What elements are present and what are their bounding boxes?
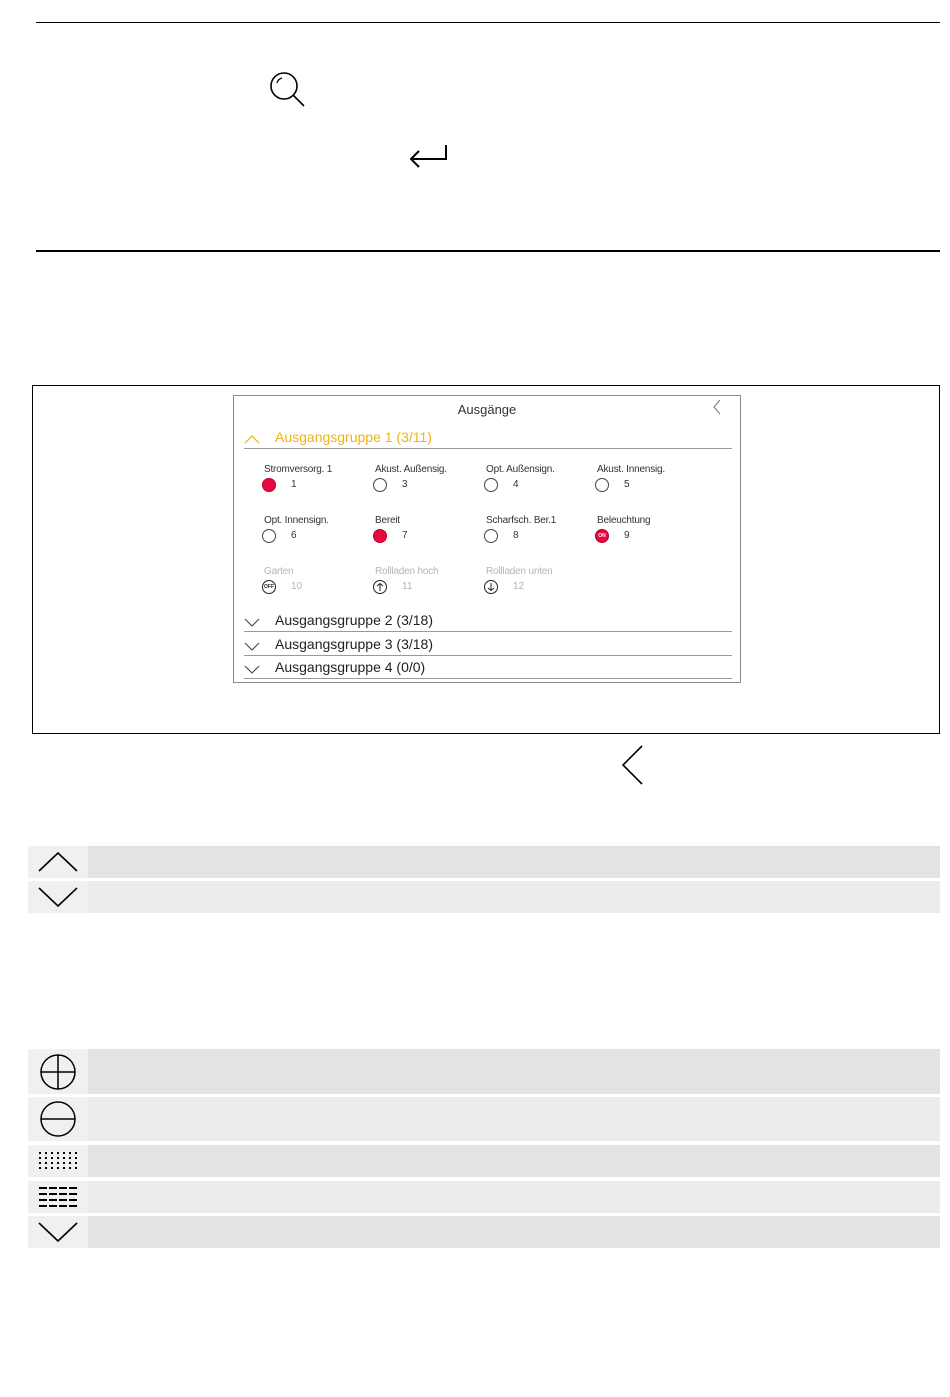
output-indicator [484,529,498,543]
output-number: 10 [291,581,303,592]
output-name: Opt. Innensign. [264,515,329,526]
output-number: 8 [513,530,519,541]
output-item[interactable] [264,464,369,504]
zoom-out-row[interactable] [28,1097,940,1141]
output-number: 7 [402,530,408,541]
output-number: 9 [624,530,630,541]
lined-grid-icon [28,1181,88,1213]
output-indicator [262,478,276,492]
dotted-grid-icon [28,1145,88,1177]
output-number: 12 [513,581,525,592]
chevron-up-icon [28,846,88,878]
output-name: Scharfsch. Ber.1 [486,515,557,526]
zoom-out-icon [28,1097,88,1141]
output-number: 4 [513,479,519,490]
panel-title: Ausgänge [457,402,517,417]
zoom-in-row[interactable] [28,1049,940,1094]
arrow-down-icon [484,580,498,594]
output-item[interactable] [597,464,702,504]
output-item[interactable] [264,515,369,555]
output-name: Beleuchtung [597,515,651,526]
section-divider [36,250,940,252]
output-item[interactable] [375,515,480,555]
output-number: 5 [624,479,630,490]
output-indicator [262,529,276,543]
chevron-left-icon[interactable] [712,399,722,420]
group-label: Ausgangsgruppe 4 (0/0) [275,659,426,675]
chevron-down-icon [244,638,260,656]
output-item[interactable] [597,515,702,555]
output-item[interactable] [375,464,480,504]
output-name: Akust. Innensig. [597,464,665,475]
output-item[interactable] [486,515,591,555]
group-divider [244,631,732,632]
output-name: Bereit [375,515,400,526]
output-name: Opt. Außensign. [486,464,555,475]
outputs-panel [233,395,741,683]
expand-up-row[interactable] [28,846,940,878]
output-number: 1 [291,479,297,490]
chevron-down-icon [28,1216,88,1248]
output-indicator [373,478,387,492]
collapse-down-row[interactable] [28,1216,940,1248]
chevron-up-icon [244,431,260,449]
group-label: Ausgangsgruppe 3 (3/18) [275,636,433,652]
group-header-3[interactable] [244,634,732,656]
zoom-in-icon [28,1049,88,1094]
chevron-left-icon[interactable] [620,744,646,791]
output-indicator [373,529,387,543]
output-name: Akust. Außensig. [375,464,447,475]
group-header-1[interactable] [244,427,732,449]
output-item[interactable] [375,566,480,606]
output-name: Stromversorg. 1 [264,464,333,475]
chevron-down-icon [244,614,260,632]
output-name: Rollladen hoch [375,566,439,577]
output-name: Garten [264,566,294,577]
expand-down-row[interactable] [28,881,940,913]
output-indicator [484,478,498,492]
output-name: Rollladen unten [486,566,553,577]
search-icon[interactable] [268,70,308,115]
on-badge-icon: ON [595,529,609,543]
chevron-down-icon [28,881,88,913]
group-divider [244,448,732,449]
group-header-2[interactable] [244,610,732,632]
output-indicator [595,478,609,492]
output-number: 11 [402,581,413,592]
group-divider [244,678,732,679]
output-item[interactable] [486,464,591,504]
group-header-4[interactable] [244,657,732,679]
output-item[interactable] [264,566,369,606]
arrow-up-icon [373,580,387,594]
group-label: Ausgangsgruppe 2 (3/18) [275,612,433,628]
output-item[interactable] [486,566,591,606]
enter-icon[interactable] [406,142,450,179]
off-badge-icon: OFF [262,580,276,594]
output-number: 3 [402,479,408,490]
group-label: Ausgangsgruppe 1 (3/11) [275,429,432,445]
output-number: 6 [291,530,297,541]
group-divider [244,655,732,656]
chevron-down-icon [244,661,260,679]
top-divider [36,22,940,23]
lined-grid-row[interactable] [28,1181,940,1213]
dotted-grid-row[interactable] [28,1145,940,1177]
